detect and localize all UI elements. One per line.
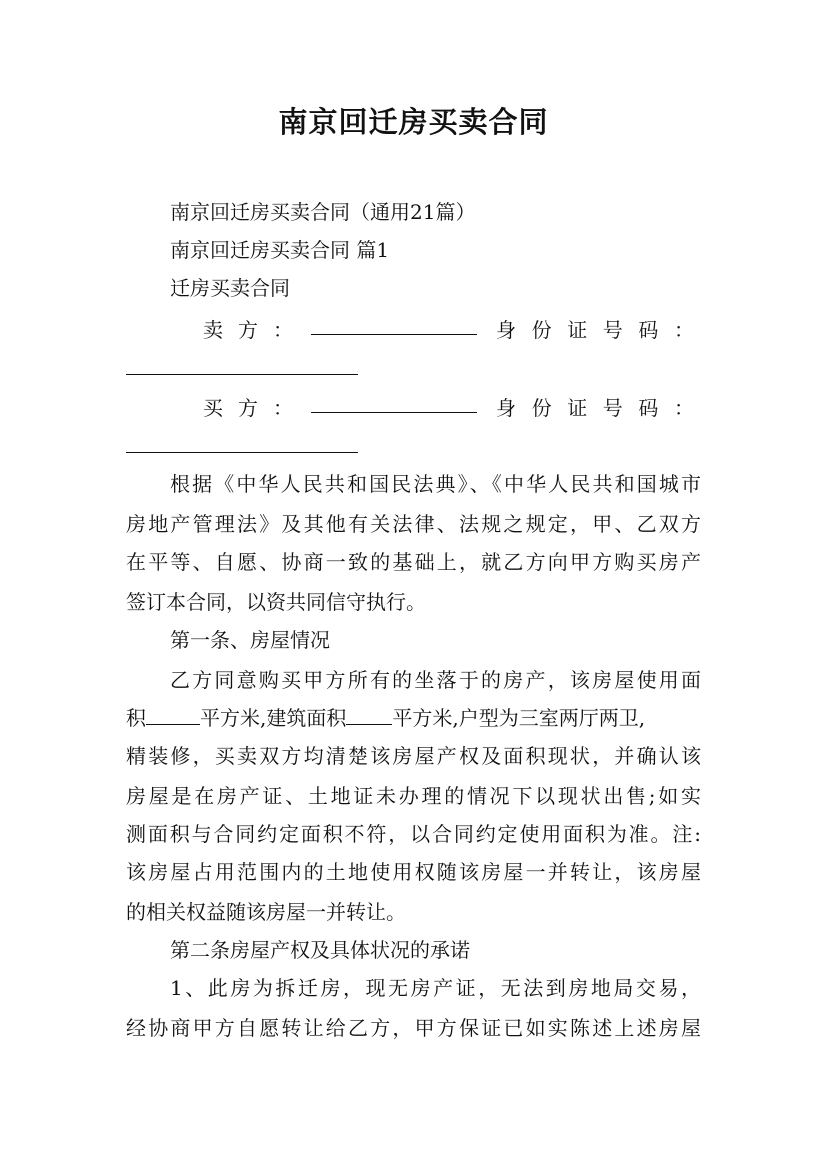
label-char: 方 <box>238 318 258 342</box>
article-line: 的相关权益随该房屋一并转让。 <box>126 900 406 924</box>
intro-line: 房地产管理法》及其他有关法律、法规之规定，甲、乙双方 <box>126 512 701 536</box>
label-char: 号 <box>602 396 623 420</box>
subtitle-line: 南京回迁房买卖合同（通用21篇） <box>170 200 476 224</box>
label-char: ： <box>273 318 293 342</box>
area-line <box>126 704 701 732</box>
buyer-row <box>203 392 701 420</box>
building-area-blank <box>346 706 392 725</box>
intro-line: 签订本合同，以资共同信守执行。 <box>126 590 426 614</box>
label-char: 身 <box>496 318 516 342</box>
label-char: 卖 <box>203 318 223 342</box>
area-text: 积 <box>126 706 146 730</box>
label-char: ： <box>273 396 293 420</box>
label-char: 码 <box>638 318 659 342</box>
article-line: 乙方同意购买甲方所有的坐落于的房产，该房屋使用面 <box>170 668 701 692</box>
label-char: 身 <box>496 396 516 420</box>
document-title: 南京回迁房买卖合同 <box>278 105 549 139</box>
label-char: 买 <box>203 396 223 420</box>
article-line: 经协商甲方自愿转让给乙方，甲方保证已如实陈述上述房屋 <box>126 1016 701 1040</box>
label-char: ： <box>673 396 694 420</box>
subtitle-line: 南京回迁房买卖合同 篇1 <box>170 238 390 262</box>
intro-line: 根据《中华人民共和国民法典》、《中华人民共和国城市 <box>170 472 701 496</box>
article-line: 精装修，买卖双方均清楚该房屋产权及面积现状，并确认该 <box>126 744 701 768</box>
area-text: 平方米,户型为三室两厅两卫, <box>392 706 646 730</box>
seller-name-blank <box>311 316 477 335</box>
article-line: 房屋是在房产证、土地证未办理的情况下以现状出售;如实 <box>126 784 701 808</box>
label-char: 码 <box>638 396 659 420</box>
article-heading: 第二条房屋产权及具体状况的承诺 <box>170 938 470 962</box>
seller-id-blank <box>126 374 358 375</box>
article-heading: 第一条、房屋情况 <box>170 628 330 652</box>
seller-row <box>203 314 701 342</box>
label-char: 份 <box>531 318 552 342</box>
label-char: 号 <box>602 318 623 342</box>
buyer-name-blank <box>311 394 477 413</box>
buyer-id-blank <box>126 452 358 453</box>
subtitle-line: 迁房买卖合同 <box>170 276 290 300</box>
article-line: 该房屋占用范围内的土地使用权随该房屋一并转让，该房屋 <box>126 860 701 884</box>
label-char: 方 <box>238 396 258 420</box>
article-line: 测面积与合同约定面积不符，以合同约定使用面积为准。注: <box>126 822 701 846</box>
label-char: 证 <box>567 318 588 342</box>
buyer-id-label <box>496 392 694 421</box>
usable-area-blank <box>146 706 200 725</box>
label-char: 证 <box>567 396 588 420</box>
seller-id-label <box>496 314 694 343</box>
label-char: ： <box>673 318 694 342</box>
area-text: 平方米,建筑面积 <box>200 706 347 730</box>
seller-label <box>203 314 293 343</box>
article-line: 1、此房为拆迁房，现无房产证，无法到房地局交易， <box>170 976 701 1000</box>
buyer-label <box>203 392 293 421</box>
label-char: 份 <box>531 396 552 420</box>
intro-line: 在平等、自愿、协商一致的基础上，就乙方向甲方购买房产 <box>126 550 701 574</box>
